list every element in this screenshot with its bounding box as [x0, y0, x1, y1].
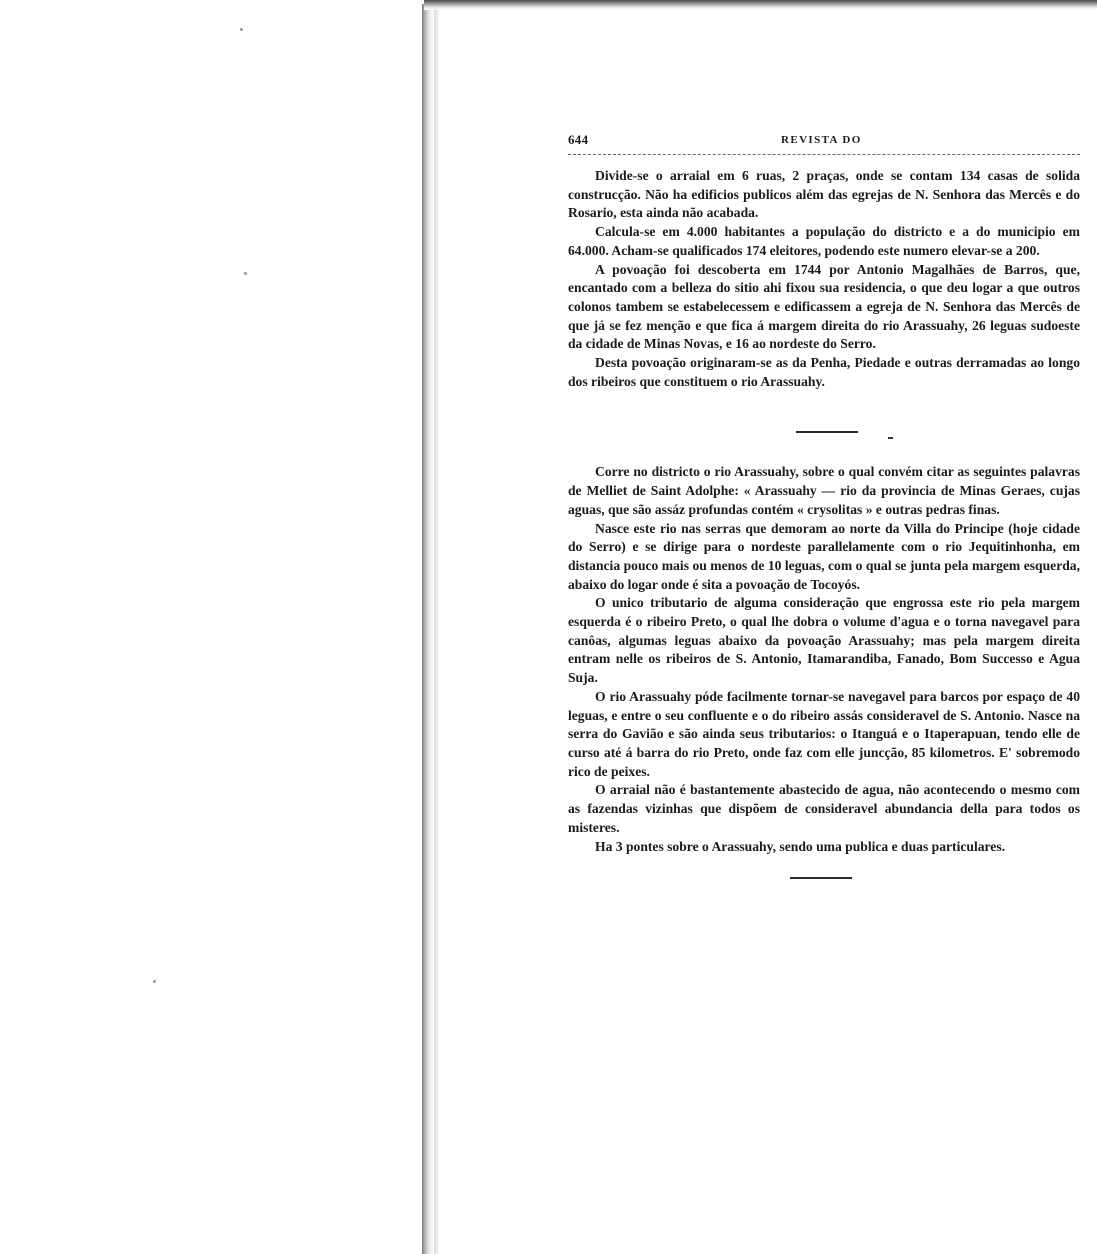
gutter-shadow: [434, 0, 440, 1254]
page-speck: [244, 272, 247, 275]
paragraph: Desta povoação originaram-se as da Penha, Piedade e outras derramadas ao longo dos ribeiros que constituem o rio Arassuahy.: [568, 355, 1080, 389]
paragraph: Calcula-se em 4.000 habitantes a população do districto e a do municipio em 64.000. Acham-se qualificados 174 eleitores, podendo este numero elevar-se a 200.: [568, 224, 1080, 258]
section-divider: [796, 431, 858, 433]
printer-mark: [888, 437, 893, 439]
page-speck: [240, 28, 243, 31]
paragraph: O arraial não é bastantemente abastecido de agua, não acontecendo o mesmo com as fazendas vizinhas que dispõem de consideravel abundancia della para todos os misteres.: [568, 782, 1080, 835]
running-head-title: REVISTA DO: [781, 134, 862, 146]
paragraph: O rio Arassuahy póde facilmente tornar-se navegavel para barcos por espaço de 40 leguas, e entre o seu confluente e o do ribeiro assás consideravel de S. Antonio. Nasce na serra do Gavião e são ainda seus tributarios: o Itanguá e o Itaperapuan, tendo elle de curso até á barra do rio Preto, onde faz com elle juncção, 85 kilometros. E' sobremodo rico de peixes.: [568, 688, 1080, 779]
section-rio-arassuahy: [568, 463, 1080, 856]
section-arraial: [568, 167, 1080, 391]
paragraph: O unico tributario de alguma consideração que engrossa este rio pela margem esquerda é o ribeiro Preto, o qual lhe dobra o volume d'agua e o torna navegavel para canôas, algumas leguas abaixo da povoação Arassuahy; mas pela margem direita entram nelle os ribeiros de S. Antonio, Itamarandiba, Fanado, Bom Successo e Agua Suja.: [568, 595, 1080, 686]
paragraph: Corre no districto o rio Arassuahy, sobre o qual convém citar as seguintes palavras de Melliet de Saint Adolphe: « Arassuahy — rio da provincia de Minas Geraes, cujas aguas, que são assáz profundas contém « crysolitas » e outras pedras finas.: [568, 464, 1080, 517]
book-page: [568, 130, 1080, 879]
book-spine-gutter: [422, 4, 434, 1254]
paragraph: A povoação foi descoberta em 1744 por Antonio Magalhães de Barros, que, encantado com a belleza do sitio ahi fixou sua residencia, o que deu logar a que outros colonos tambem se estabelecessem e edificassem a egreja de N. Senhora das Mercês de que já se fez menção e que fica á margem direita do rio Arassuahy, 26 leguas sudoeste da cidade de Minas Novas, e 16 ao nordeste do Serro.: [568, 261, 1080, 352]
paragraph: Ha 3 pontes sobre o Arassuahy, sendo uma publica e duas particulares.: [595, 838, 1006, 854]
header-rule: [568, 154, 1080, 155]
paragraph: Nasce este rio nas serras que demoram ao norte da Villa do Principe (hoje cidade do Serro) e se dirige para o nordeste parallelamente com o rio Jequitinhonha, em distancia pouco mais ou menos de 10 leguas, com o qual se junta pela margem esquerda, abaixo do logar onde é sita a povoação de Tocoyós.: [568, 520, 1080, 592]
running-head: [568, 130, 1080, 152]
facing-page-blank: [0, 0, 424, 1254]
page-speck: [153, 980, 156, 983]
end-divider: [790, 877, 852, 879]
paragraph: Divide-se o arraial em 6 ruas, 2 praças, onde se contam 134 casas de solida construcção. Não ha edificios publicos além das egrejas de N. Senhora das Mercês e do Rosario, esta ainda não acabada.: [568, 168, 1080, 221]
page-number: 644: [568, 132, 589, 147]
page-top-edge: [424, 0, 1097, 10]
